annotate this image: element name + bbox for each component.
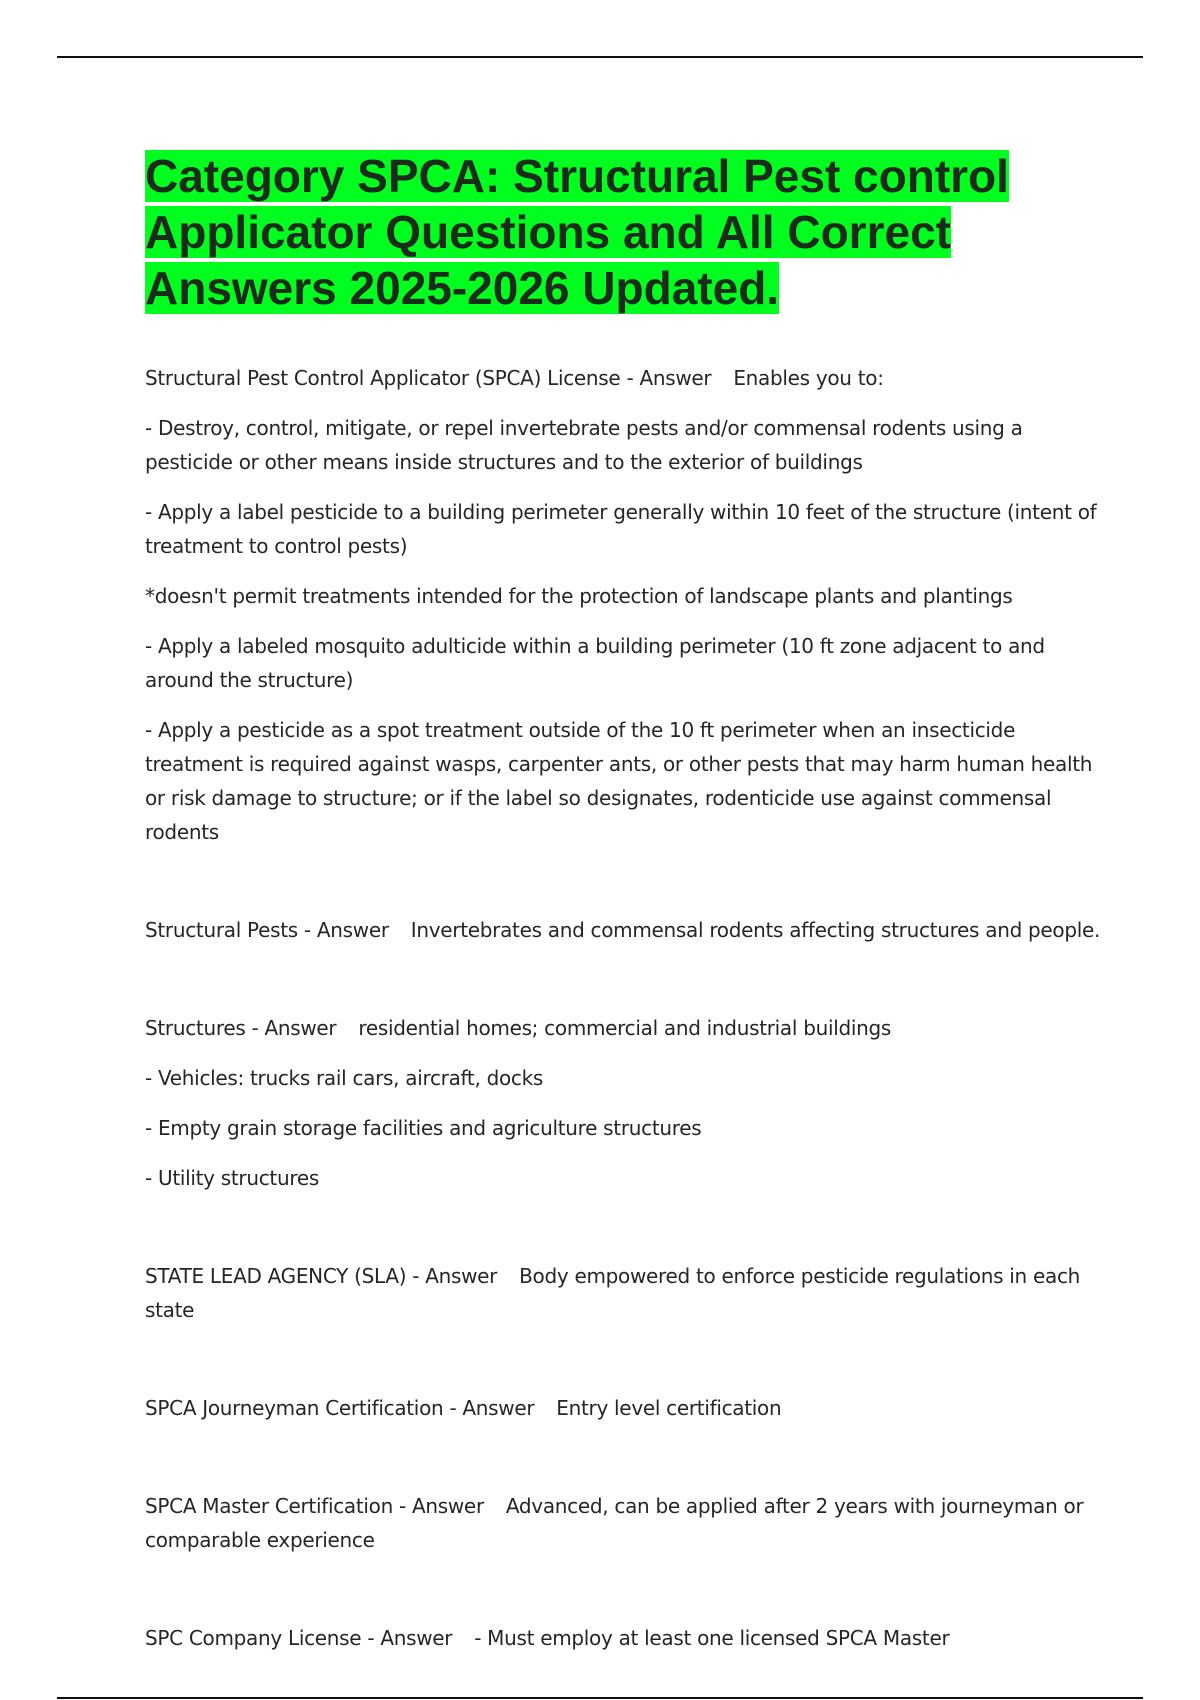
qa-entry <box>145 1259 1105 1327</box>
answer-text: - Must employ at least one licensed SPCA Master <box>474 1626 950 1650</box>
question-term: SPC Company License - Answer <box>145 1626 453 1650</box>
answer-text: Invertebrates and commensal rodents affecting structures and people. <box>410 918 1101 942</box>
answer-line: - Utility structures <box>145 1166 319 1190</box>
answer-line: - Vehicles: trucks rail cars, aircraft, docks <box>145 1066 544 1090</box>
question-term: Structural Pest Control Applicator (SPCA) License - Answer <box>145 366 712 390</box>
answer-line: - Empty grain storage facilities and agriculture structures <box>145 1116 702 1140</box>
answer-text: residential homes; commercial and industrial buildings <box>358 1016 892 1040</box>
top-rule <box>57 56 1143 58</box>
document-title: Category SPCA: Structural Pest control Applicator Questions and All Correct Answers 2025-2026 Updated. <box>145 150 1009 314</box>
bottom-rule <box>57 1697 1143 1699</box>
title-block <box>145 148 1045 316</box>
qa-entry <box>145 361 1105 395</box>
qa-entry <box>145 1011 1105 1045</box>
question-term: SPCA Journeyman Certification - Answer <box>145 1396 535 1420</box>
qa-entry <box>145 913 1105 947</box>
answer-note: *doesn't permit treatments intended for the protection of landscape plants and plantings <box>145 584 1013 608</box>
answer-line: - Apply a labeled mosquito adulticide within a building perimeter (10 ft zone adjacent to and around the structure) <box>145 634 1045 692</box>
qa-entry <box>145 1391 1105 1425</box>
question-term: Structures - Answer <box>145 1016 337 1040</box>
answer-line: - Apply a pesticide as a spot treatment outside of the 10 ft perimeter when an insecticide treatment is required against wasps, carpenter ants, or other pests that may harm human health or risk damage to structure; or if the label so designates, rodenticide use against commensal rodents <box>145 718 1093 844</box>
question-term: Structural Pests - Answer <box>145 918 389 942</box>
answer-line: - Destroy, control, mitigate, or repel invertebrate pests and/or commensal rodents using a pesticide or other means inside structures and to the exterior of buildings <box>145 416 1023 474</box>
answer-text: Enables you to: <box>733 366 884 390</box>
answer-text: Entry level certification <box>556 1396 782 1420</box>
answer-text: Body empowered to enforce pesticide regulations in each state <box>145 1264 1081 1322</box>
answer-text: Advanced, can be applied after 2 years with journeyman or comparable experience <box>145 1494 1084 1552</box>
document-body <box>145 361 1105 1671</box>
qa-entry <box>145 1621 1105 1655</box>
question-term: STATE LEAD AGENCY (SLA) - Answer <box>145 1264 498 1288</box>
qa-entry <box>145 1489 1105 1557</box>
answer-line: - Apply a label pesticide to a building perimeter generally within 10 feet of the structure (intent of treatment to control pests) <box>145 500 1097 558</box>
question-term: SPCA Master Certification - Answer <box>145 1494 484 1518</box>
